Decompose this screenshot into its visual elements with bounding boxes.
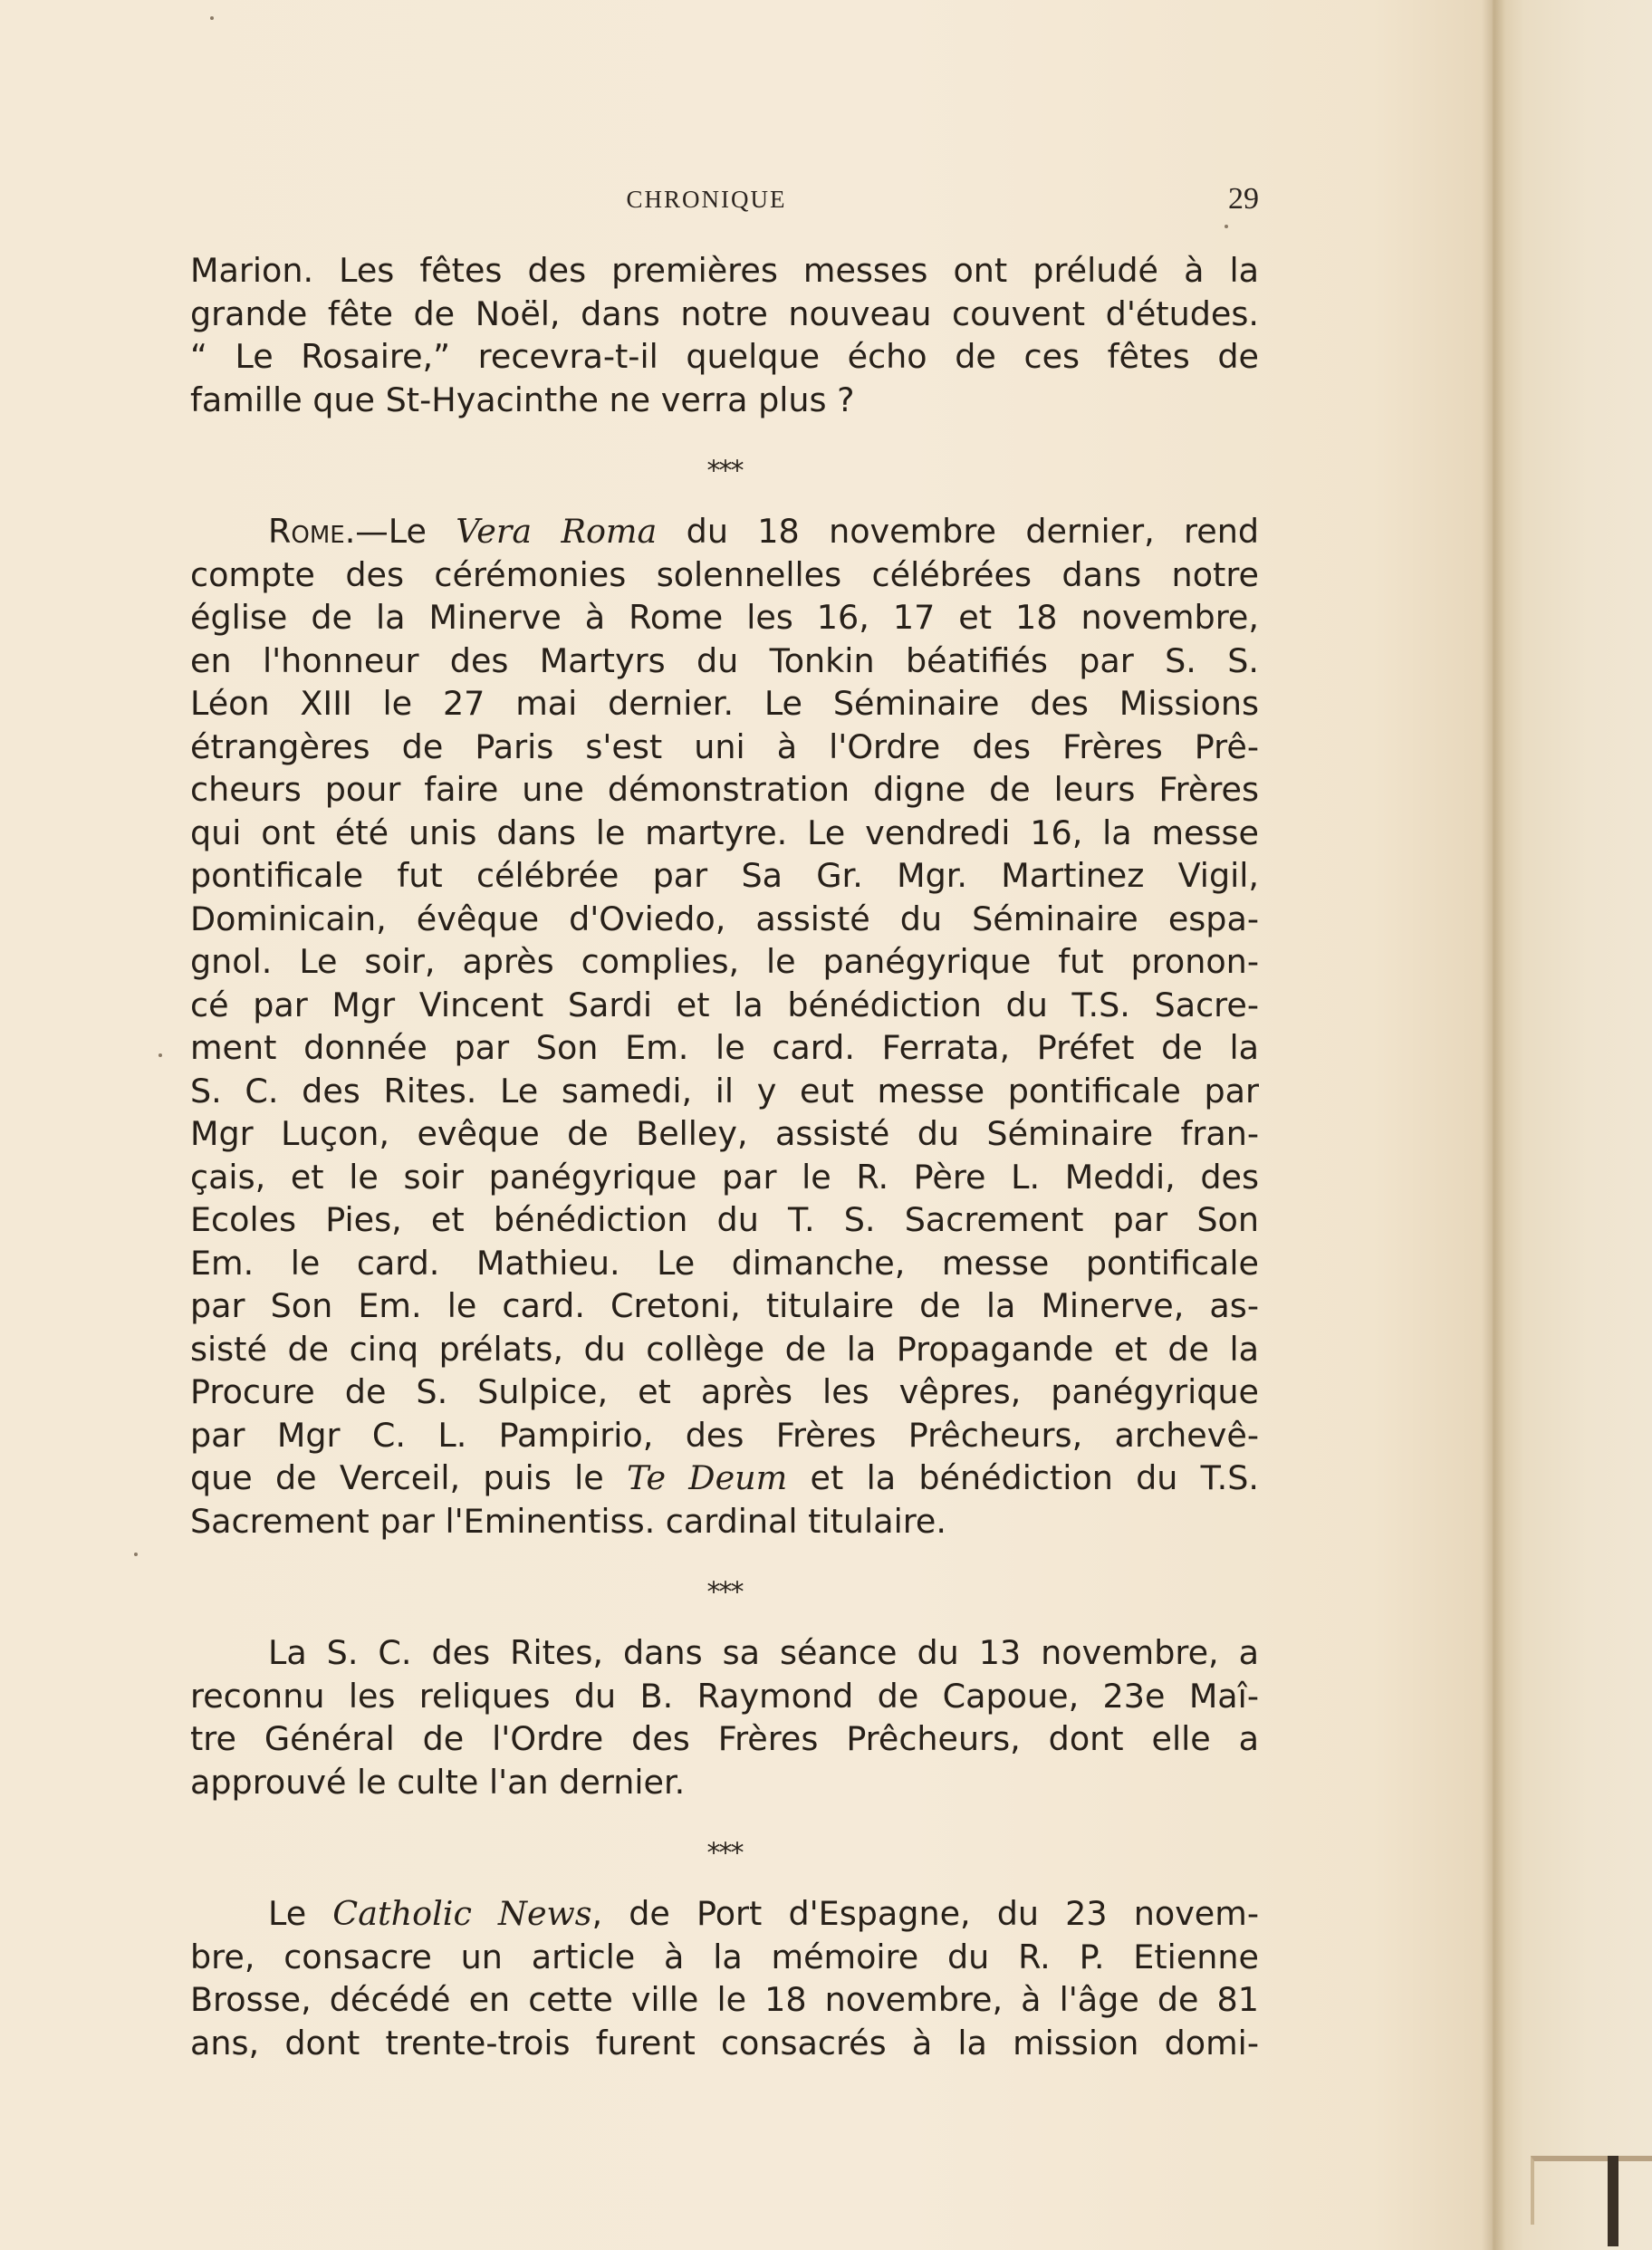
text-line: famille que St-Hyacinthe ne verra plus ? bbox=[190, 380, 855, 419]
paper-speck bbox=[134, 1553, 138, 1556]
text-line: Dominicain, évêque d'Oviedo, assisté du Séminaire espa- bbox=[190, 899, 1259, 938]
paragraph-rome bbox=[190, 510, 1259, 1543]
text-line: ment donnée par Son Em. le card. Ferrata, Préfet de la bbox=[190, 1028, 1259, 1067]
lead-after: , de Port d'Espagne, du 23 novem- bbox=[591, 1894, 1259, 1933]
text-line: par Mgr C. L. Pampirio, des Frères Prêcheurs, archevê- bbox=[190, 1415, 1259, 1455]
text-line: par Son Em. le card. Cretoni, titulaire de la Minerve, as- bbox=[190, 1286, 1259, 1325]
section-separator bbox=[190, 421, 1259, 510]
text-line: pontificale fut célébrée par Sa Gr. Mgr. Martinez Vigil, bbox=[190, 856, 1259, 895]
text-line: en l'honneur des Martyrs du Tonkin béatifiés par S. S. bbox=[190, 640, 1259, 680]
journal-title-catholic-news: Catholic News bbox=[332, 1894, 592, 1933]
section-separator bbox=[190, 1543, 1259, 1631]
text-line: bre, consacre un article à la mémoire du R. P. Etienne bbox=[190, 1937, 1259, 1976]
text-line bbox=[190, 510, 1259, 553]
text-line: “ Le Rosaire,” recevra-t-il quelque écho de ces fêtes de bbox=[190, 337, 1259, 376]
section-separator bbox=[190, 1803, 1259, 1892]
asterism: ⁎⁎⁎ bbox=[706, 447, 743, 478]
text-line: çais, et le soir panégyrique par le R. Père L. Meddi, des bbox=[190, 1157, 1259, 1197]
place-name-rome: Rome bbox=[268, 512, 345, 551]
text-line: étrangères de Paris s'est uni à l'Ordre des Frères Prê- bbox=[190, 726, 1259, 766]
paragraph-marion bbox=[190, 249, 1259, 421]
text-line: sisté de cinq prélats, du collège de la Propagande et de la bbox=[190, 1329, 1259, 1369]
te-deum-after: et la bénédiction du T.S. bbox=[787, 1458, 1260, 1497]
paper-speck bbox=[1225, 225, 1228, 228]
paper-speck bbox=[210, 16, 214, 20]
running-head bbox=[190, 182, 1259, 222]
paper-speck bbox=[158, 1053, 162, 1057]
text-line: cé par Mgr Vincent Sardi et la bénédiction du T.S. Sacre- bbox=[190, 985, 1259, 1024]
asterism: ⁎⁎⁎ bbox=[706, 1568, 743, 1600]
lead-before: Le bbox=[268, 1894, 333, 1933]
text-line: Ecoles Pies, et bénédiction du T. S. Sacrement par Son bbox=[190, 1200, 1259, 1239]
page-body bbox=[190, 249, 1259, 2064]
text-line: Mgr Luçon, evêque de Belley, assisté du Séminaire fran- bbox=[190, 1114, 1259, 1153]
text-line: qui ont été unis dans le martyre. Le vendredi 16, la messe bbox=[190, 812, 1259, 852]
text-line: compte des cérémonies solennelles célébrées dans notre bbox=[190, 554, 1259, 594]
text-line bbox=[190, 1892, 1259, 1936]
text-line: ans, dont trente-trois furent consacrés à la mission domi- bbox=[190, 2023, 1259, 2062]
te-deum-before: que de Verceil, puis le bbox=[190, 1458, 627, 1497]
te-deum-title: Te Deum bbox=[626, 1458, 788, 1497]
text-line: Sacrement par l'Eminentiss. cardinal titulaire. bbox=[190, 1501, 946, 1541]
text-line: cheurs pour faire une démonstration digne de leurs Frères bbox=[190, 770, 1259, 809]
text-line bbox=[190, 1457, 1259, 1500]
binding-shadow bbox=[1482, 0, 1505, 2250]
text-line: Léon XIII le 27 mai dernier. Le Séminaire des Missions bbox=[190, 684, 1259, 723]
text-line: La S. C. des Rites, dans sa séance du 13 novembre, a bbox=[268, 1633, 1259, 1672]
text-line: Brosse, décédé en cette ville le 18 novembre, à l'âge de 81 bbox=[190, 1980, 1259, 2019]
asterism: ⁎⁎⁎ bbox=[706, 1829, 743, 1861]
paragraph-catholic-news bbox=[190, 1892, 1259, 2064]
paragraph-rites bbox=[190, 1631, 1259, 1803]
text-line: église de la Minerve à Rome les 16, 17 et 18 novembre, bbox=[190, 598, 1259, 637]
text-line: approuvé le culte l'an dernier. bbox=[190, 1762, 686, 1802]
text-line: reconnu les reliques du B. Raymond de Capoue, 23e Maî- bbox=[190, 1676, 1259, 1716]
text-line: Procure de S. Sulpice, et après les vêpres, panégyrique bbox=[190, 1372, 1259, 1411]
text-line: Em. le card. Mathieu. Le dimanche, messe pontificale bbox=[190, 1243, 1259, 1283]
lead-tail: du 18 novembre dernier, rend bbox=[657, 512, 1259, 551]
text-line: gnol. Le soir, après complies, le panégyrique fut pronon- bbox=[190, 942, 1259, 981]
lead-dash: .—Le bbox=[344, 512, 456, 551]
page-corner-tab bbox=[1608, 2156, 1618, 2246]
running-title: CHRONIQUE bbox=[626, 186, 787, 213]
text-line: S. C. des Rites. Le samedi, il y eut messe pontificale par bbox=[190, 1071, 1259, 1111]
text-line: Marion. Les fêtes des premières messes ont préludé à la bbox=[190, 251, 1259, 290]
journal-title-vera-roma: Vera Roma bbox=[456, 512, 658, 551]
text-line: tre Général de l'Ordre des Frères Prêcheurs, dont elle a bbox=[190, 1719, 1259, 1758]
text-line: grande fête de Noël, dans notre nouveau couvent d'études. bbox=[190, 293, 1259, 333]
page-number: 29 bbox=[1228, 182, 1259, 216]
adjacent-page-edge bbox=[1493, 0, 1652, 2250]
page-corner-mark bbox=[1531, 2156, 1652, 2225]
